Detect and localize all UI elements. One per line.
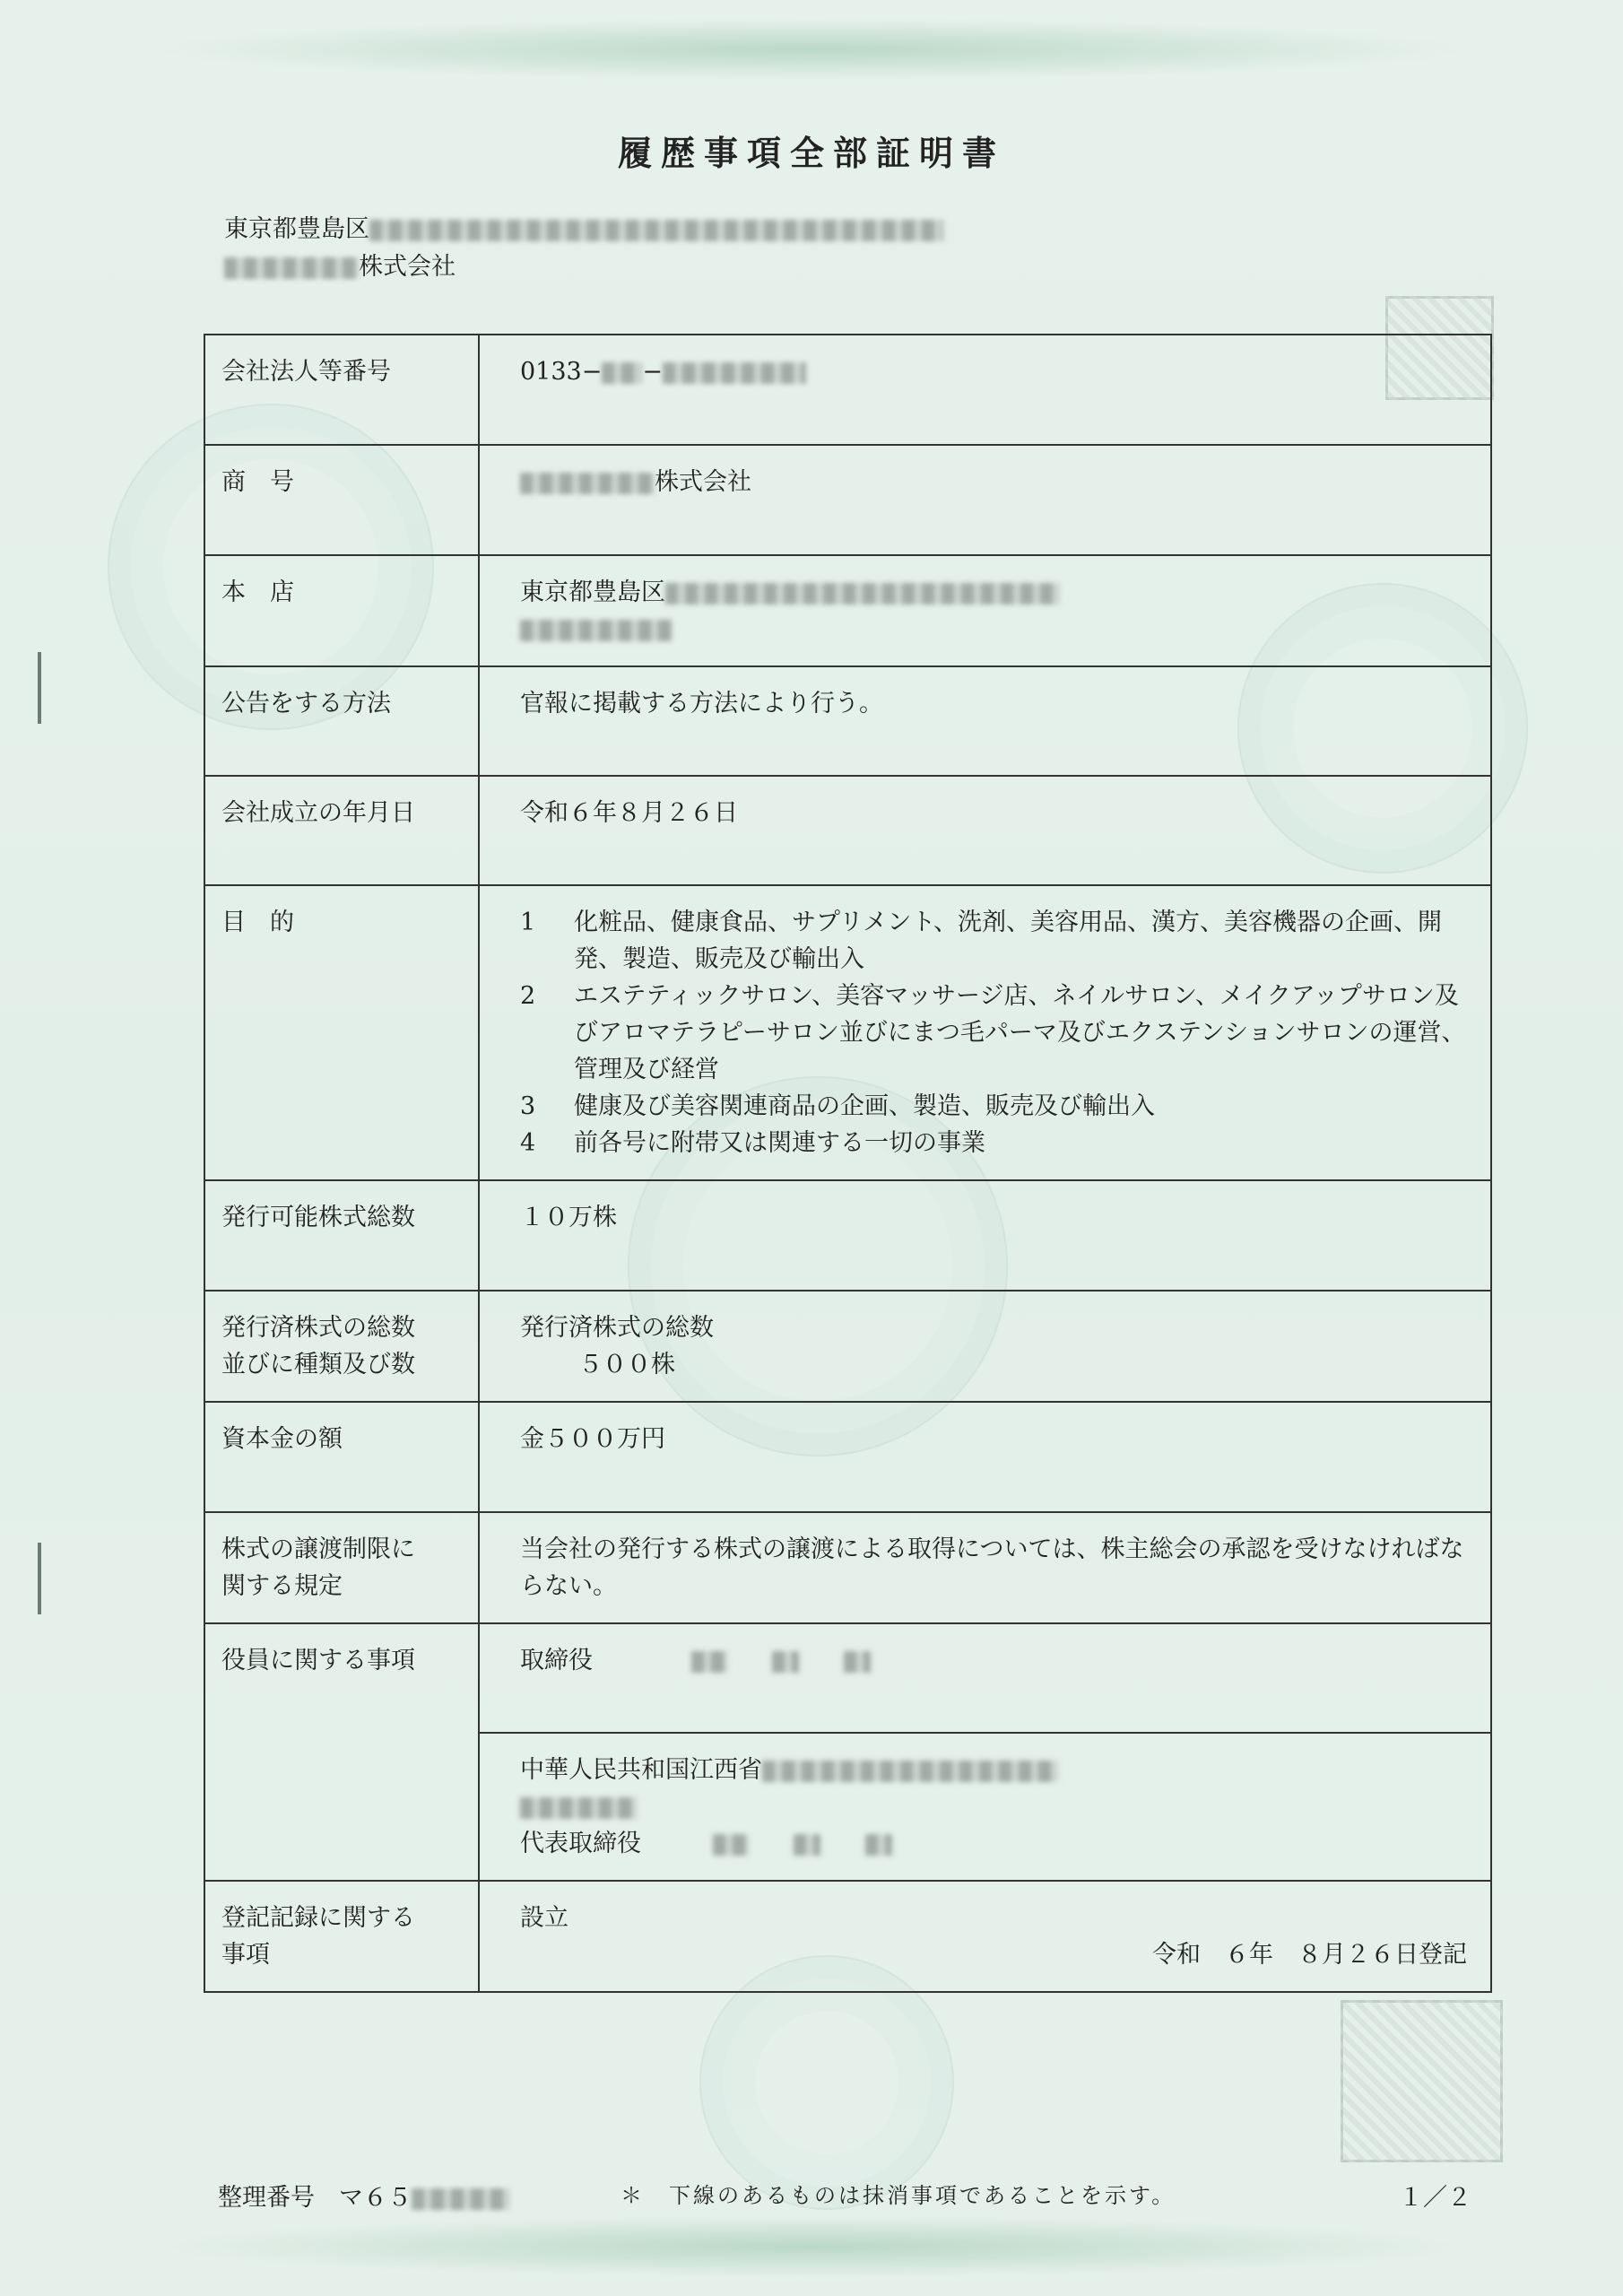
- trade-name-value: 株式会社: [479, 445, 1491, 555]
- rep-director-value: 中華人民共和国江西省 代表取締役: [479, 1733, 1491, 1881]
- established-value: 令和６年８月２６日: [479, 776, 1491, 885]
- security-band-top: [148, 18, 1475, 81]
- row-label: 発行済株式の総数 並びに種類及び数: [204, 1291, 479, 1402]
- registration-value: 設立 令和 ６年 ８月２６日登記: [479, 1881, 1491, 1992]
- registration-date: 令和 ６年 ８月２６日登記: [1152, 1941, 1467, 1969]
- row-label: 資本金の額: [204, 1402, 479, 1512]
- row-label: 役員に関する事項: [204, 1623, 479, 1881]
- row-label: 公告をする方法: [204, 666, 479, 776]
- row-label: 会社法人等番号: [204, 335, 479, 445]
- table-row: [204, 1881, 1491, 1992]
- redacted-text: [865, 1834, 892, 1856]
- purpose-item: 2 エステティックサロン、美容マッサージ店、ネイルサロン、メイクアップサロン及びアロマテラピーサロン並びにまつ毛パーマ及びエクステンションサロンの運営、管理及び経営: [520, 982, 1466, 1083]
- binding-mark: [38, 652, 41, 724]
- table-row: [204, 666, 1491, 776]
- issued-shares-value: 発行済株式の総数 ５００株: [479, 1291, 1491, 1402]
- row-label: 発行可能株式総数: [204, 1180, 479, 1291]
- security-band-bottom: [148, 2215, 1475, 2278]
- purpose-item: 4 前各号に附帯又は関連する一切の事業: [520, 1129, 985, 1157]
- redacted-text: [772, 1651, 799, 1673]
- redacted-text: [691, 1651, 727, 1673]
- document-title: 履歴事項全部証明書: [617, 133, 1005, 173]
- redacted-text: [663, 362, 806, 384]
- binding-mark: [38, 1543, 41, 1614]
- header-address: [224, 209, 943, 244]
- header-company: [224, 247, 456, 282]
- redacted-text: [794, 1834, 820, 1856]
- redacted-text: [602, 362, 642, 384]
- strikeout-note: ＊ 下線のあるものは抹消事項であることを示す。: [621, 2183, 1176, 2208]
- table-row: [204, 1512, 1491, 1623]
- row-label: 商 号: [204, 445, 479, 555]
- table-row: [204, 555, 1491, 666]
- reference-number: 整理番号 マ６５: [218, 2178, 510, 2213]
- header-company-text: 株式会社: [359, 253, 456, 281]
- seal-watermark: [699, 1955, 954, 2210]
- redacted-text: [520, 473, 655, 494]
- director-value: 取締役: [479, 1623, 1491, 1733]
- purpose-item: 3 健康及び美容関連商品の企画、製造、販売及び輸出入: [520, 1092, 1155, 1120]
- row-label: 登記記録に関する 事項: [204, 1881, 479, 1992]
- redacted-text: [665, 583, 1060, 604]
- notice-method-value: 官報に掲載する方法により行う。: [479, 666, 1491, 776]
- table-row: [204, 776, 1491, 885]
- header-address-text: 東京都豊島区: [224, 215, 369, 243]
- official-seal: [1341, 2000, 1503, 2162]
- table-row: [204, 445, 1491, 555]
- redacted-text: [224, 257, 359, 279]
- row-label: 本 店: [204, 555, 479, 666]
- table-row: [204, 1402, 1491, 1512]
- transfer-restriction-value: 当会社の発行する株式の譲渡による取得については、株主総会の承認を受けなければならない。: [479, 1512, 1491, 1623]
- authorized-shares-value: １０万株: [479, 1180, 1491, 1291]
- table-row: [204, 335, 1491, 445]
- redacted-text: [844, 1651, 871, 1673]
- head-office-value: 東京都豊島区: [479, 555, 1491, 666]
- page-number: １／２: [1399, 2184, 1471, 2212]
- capital-value: 金５００万円: [479, 1402, 1491, 1512]
- redacted-text: [520, 620, 673, 641]
- registry-table: [204, 334, 1492, 1993]
- row-label: 目 的: [204, 885, 479, 1180]
- redacted-text: [369, 220, 943, 241]
- purpose-value: [479, 885, 1491, 1180]
- row-label: 会社成立の年月日: [204, 776, 479, 885]
- redacted-text: [520, 1797, 637, 1819]
- table-row: [204, 1291, 1491, 1402]
- table-row: [204, 1180, 1491, 1291]
- purpose-item: 1 化粧品、健康食品、サプリメント、洗剤、美容用品、漢方、美容機器の企画、開発、製造、販売及び輸出入: [520, 909, 1442, 973]
- table-row: [204, 1623, 1491, 1733]
- redacted-text: [412, 2188, 510, 2210]
- table-row: [204, 885, 1491, 1180]
- row-label: 株式の譲渡制限に 関する規定: [204, 1512, 479, 1623]
- redacted-text: [713, 1834, 749, 1856]
- corp-number-value: 0133− −: [479, 335, 1491, 445]
- redacted-text: [762, 1761, 1058, 1782]
